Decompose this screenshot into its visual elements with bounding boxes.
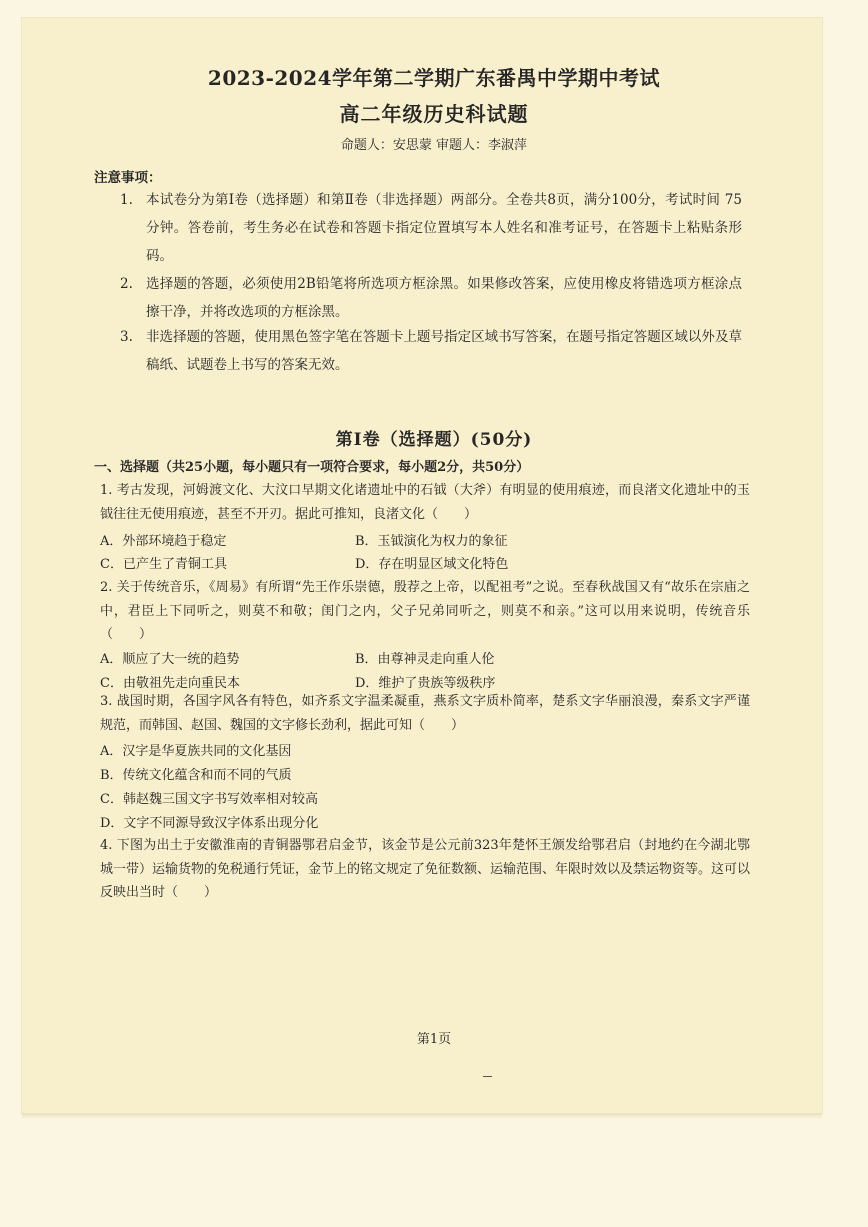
scan-shadow: [22, 1113, 822, 1119]
question-3-stem: 3. 战国时期，各国字风各有特色，如齐系文字温柔凝重，燕系文字质朴简率，楚系文字华丽浪漫，秦系文字严谨规范，而韩国、赵国、魏国的文字修长劲利，据此可知（ ）: [100, 694, 750, 733]
notice-item: [120, 323, 742, 379]
scan-mark: [483, 1076, 492, 1077]
question-2-option-b: B．由尊神灵走向重人伦: [355, 652, 495, 667]
question-3-option-c: C．韩赵魏三国文字书写效率相对较高: [100, 792, 318, 807]
part-heading: 一、选择题（共25小题，每小题只有一项符合要求，每小题2分，共50分）: [94, 460, 530, 475]
exam-title: 2023-2024学年第二学期广东番禺中学期中考试: [207, 66, 661, 90]
question-3-option-b: B．传统文化蕴含和而不同的气质: [100, 768, 292, 783]
notice-item-text: 选择题的答题，必须使用2B铅笔将所选项方框涂黑。如果修改答案，应使用橡皮将错选项方框涂点擦干净，并将改选项的方框涂黑。: [146, 276, 742, 320]
question-4-stem: 4. 下图为出土于安徽淮南的青铜器鄂君启金节，该金节是公元前323年楚怀王颁发给鄂君启（封地约在今湖北鄂城一带）运输货物的免税通行凭证，金节上的铭文规定了免征数额、运输范围、年限时效以及禁运物资等。这可以反映出当时（ ）: [100, 838, 751, 900]
notice-item-number: 2.: [120, 276, 133, 292]
notice-item-text: 非选择题的答题，使用黑色签字笔在答题卡上题号指定区域书写答案，在题号指定答题区域以外及草稿纸、试题卷上书写的答案无效。: [146, 329, 742, 373]
authors-line: 命题人：安思蒙 审题人：李淑萍: [340, 138, 528, 153]
exam-subtitle: 高二年级历史科试题: [339, 102, 529, 126]
question-2-stem: 2. 关于传统音乐，《周易》有所谓“先王作乐崇德，殷荐之上帝，以配祖考”之说。至春秋战国又有“故乐在宗庙之中，君臣上下同听之，则莫不和敬；闺门之内，父子兄弟同听之，则莫不和亲。”这可以用来说明，传统音乐（ ）: [100, 580, 750, 642]
notice-item-number: 1.: [120, 192, 133, 208]
notice-heading: 注意事项：: [94, 170, 162, 186]
notice-item-number: 3.: [120, 329, 133, 345]
question-3-option-a: A．汉字是华夏族共同的文化基因: [100, 744, 292, 759]
question-1-option-b: B．玉钺演化为权力的象征: [355, 534, 508, 549]
notice-item: [120, 270, 742, 326]
question-2-option-d: D．维护了贵族等级秩序: [355, 676, 496, 691]
question-1-option-a: A．外部环境趋于稳定: [100, 534, 227, 549]
question-1-stem: 1. 考古发现，河姆渡文化、大汶口早期文化诸遗址中的石钺（大斧）有明显的使用痕迹，而良渚文化遗址中的玉钺往往无使用痕迹，甚至不开刃。据此可推知，良渚文化（ ）: [100, 483, 750, 522]
question-1-option-d: D．存在明显区域文化特色: [355, 557, 509, 572]
question-2-option-c: C．由敬祖先走向重民本: [100, 676, 240, 691]
question-1-option-c: C．已产生了青铜工具: [100, 557, 227, 572]
notice-item-text: 本试卷分为第Ⅰ卷（选择题）和第Ⅱ卷（非选择题）两部分。全卷共8页，满分100分，考试时间 75 分钟。答卷前，考生务必在试卷和答题卡指定位置填写本人姓名和准考证号，在答题卡上粘贴条形码。: [146, 192, 742, 264]
notice-item: [120, 186, 742, 270]
question-3-option-d: D．文字不同源导致汉字体系出现分化: [100, 816, 319, 831]
section-title: 第Ⅰ卷（选择题）(50分): [335, 430, 533, 450]
page-number: 第1页: [416, 1032, 452, 1047]
question-2-option-a: A．顺应了大一统的趋势: [100, 652, 240, 667]
